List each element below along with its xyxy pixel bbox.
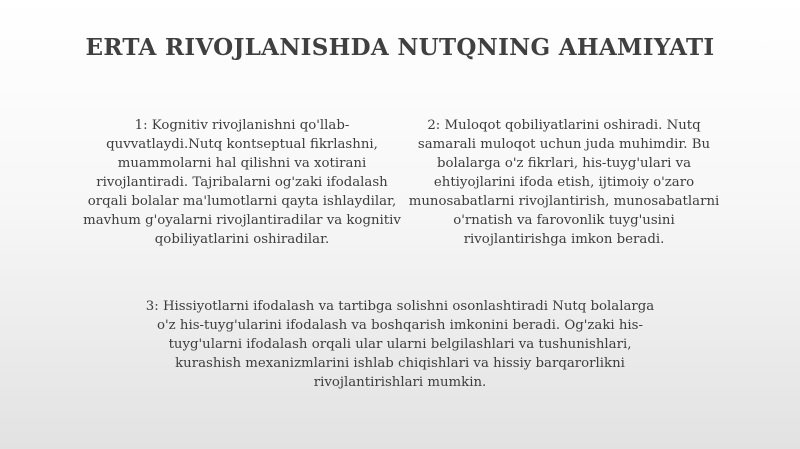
paragraph-cognitive: 1: Kognitiv rivojlanishni qo'llab-quvvatlaydi.Nutq kontseptual fikrlashni, muammolarni hal qilishni va xotirani rivojlantiradi. Tajribalarni og'zaki ifodalash orqali bolalar ma'lumotlarni qayta ishlaydilar, mavhum g'oyalarni rivojlantiradilar va kognitiv qobiliyatlarini oshiradilar. — [83, 118, 401, 247]
paragraph-communication: 2: Muloqot qobiliyatlarini oshiradi. Nutq samarali muloqot uchun juda muhimdir. Bu bolalarga o'z fikrlari, his-tuyg'ulari va ehtiyojlarini ifoda etish, ijtimoiy o'zaro munosabatlarni rivojlantirish, munosabatlarni o'rnatish va farovonlik tuyg'usini rivojlantirishga imkon beradi. — [408, 118, 720, 247]
slide-title: ERTA RIVOJLANISHDA NUTQNING AHAMIYATI — [85, 34, 715, 61]
paragraph-emotions: 3: Hissiyotlarni ifodalash va tartibga solishni osonlashtiradi Nutq bolalarga o'z his-tuyg'ularini ifodalash va boshqarish imkonini beradi. Og'zaki his-tuyg'ularni ifodalash orqali ular ularni belgilashlari va tushunishlari, kurashish mexanizmlarini ishlab chiqishlari va hissiy barqarorlikni rivojlantirishlari mumkin. — [145, 299, 655, 390]
